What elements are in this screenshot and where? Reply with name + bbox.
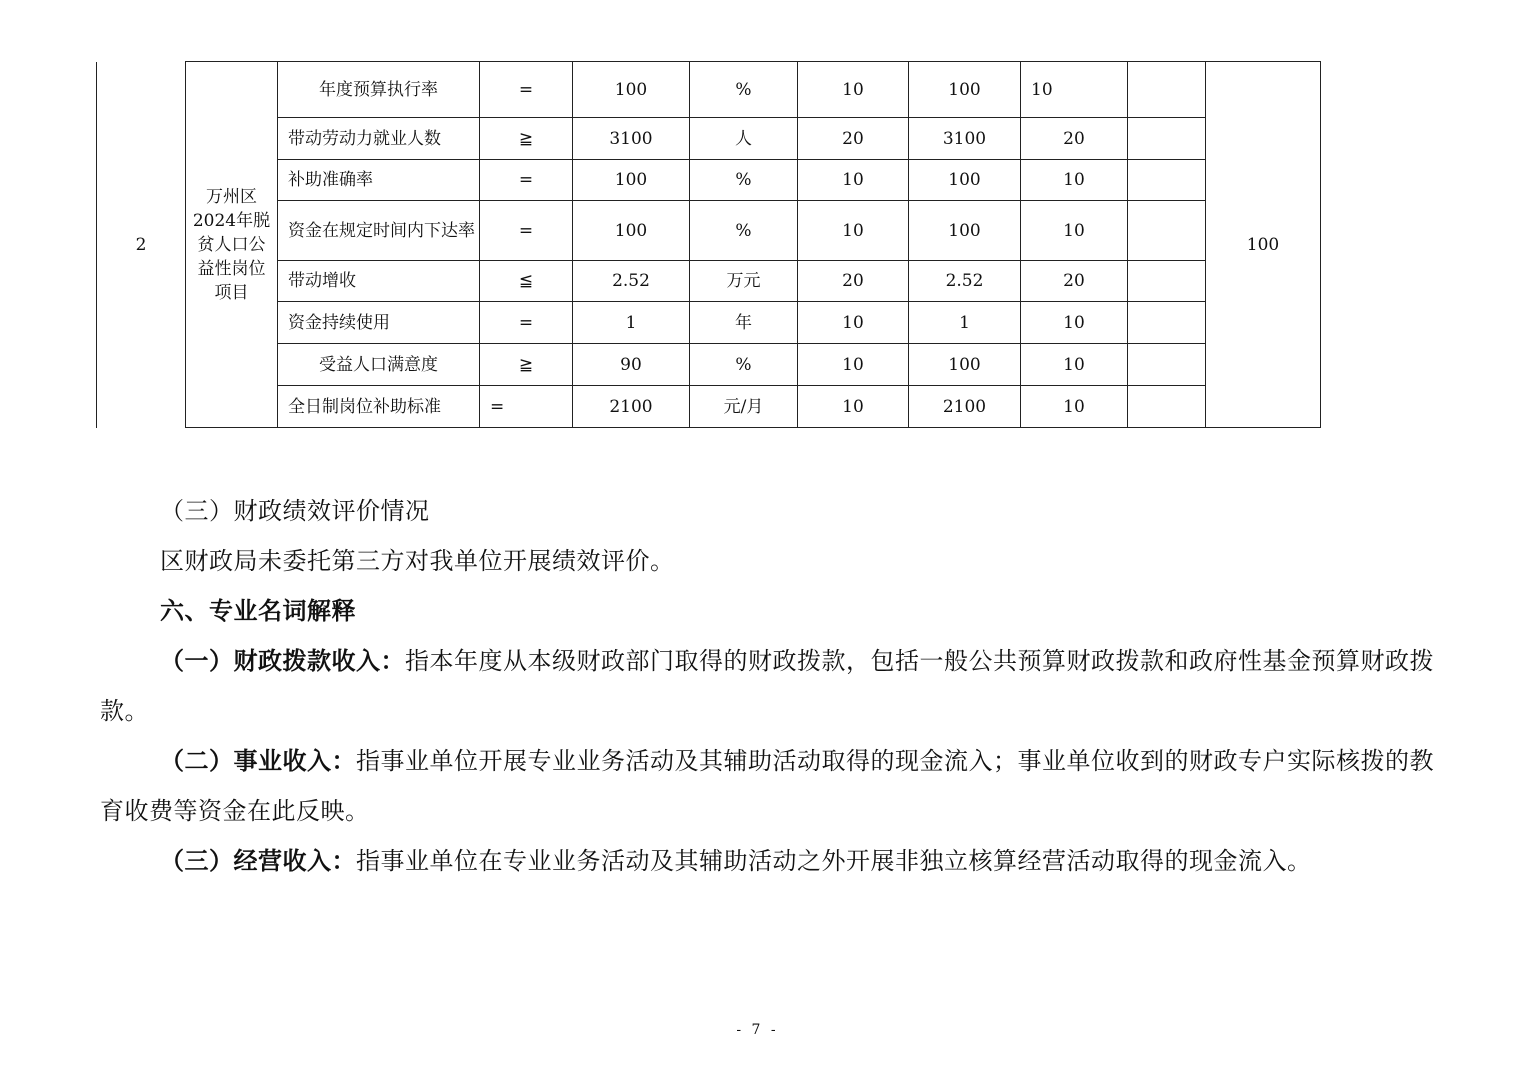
score-cell: 10 [1021, 302, 1128, 344]
score-cell: 10 [1021, 62, 1128, 118]
indicator-cell: 年度预算执行率 [278, 62, 480, 118]
weight-cell: 10 [798, 386, 909, 428]
term-definition: 指事业单位开展专业业务活动及其辅助活动取得的现金流入；事业单位收到的财政专户实际核拨的教育收费等资金在此反映。 [100, 747, 1434, 825]
remark-cell [1128, 62, 1206, 118]
operator-cell: ≧ [480, 118, 573, 160]
term-label: （三）经营收入： [160, 846, 356, 875]
operator-cell: = [480, 386, 573, 428]
eval-paragraph: 区财政局未委托第三方对我单位开展绩效评价。 [160, 547, 675, 575]
unit-cell: % [690, 62, 798, 118]
score-cell: 10 [1021, 386, 1128, 428]
table-row [97, 62, 1321, 118]
weight-cell: 10 [798, 201, 909, 261]
weight-cell: 20 [798, 261, 909, 302]
target-cell: 1 [573, 302, 690, 344]
remark-cell [1128, 160, 1206, 201]
indicator-cell: 全日制岗位补助标准 [278, 386, 480, 428]
term-label: （二）事业收入： [160, 746, 356, 775]
actual-cell: 100 [909, 344, 1021, 386]
unit-cell: 元/月 [690, 386, 798, 428]
weight-cell: 10 [798, 344, 909, 386]
score-cell: 10 [1021, 344, 1128, 386]
operator-cell: = [480, 302, 573, 344]
indicator-cell: 资金持续使用 [278, 302, 480, 344]
target-cell: 2.52 [573, 261, 690, 302]
target-cell: 100 [573, 201, 690, 261]
term-paragraph [100, 736, 1456, 836]
score-cell: 20 [1021, 118, 1128, 160]
weight-cell: 20 [798, 118, 909, 160]
unit-cell: % [690, 201, 798, 261]
operator-cell: = [480, 62, 573, 118]
table-row [97, 302, 1321, 344]
section-6-heading: 六、专业名词解释 [160, 596, 356, 625]
indicator-cell: 资金在规定时间内下达率 [278, 201, 480, 261]
target-cell: 100 [573, 62, 690, 118]
target-cell: 100 [573, 160, 690, 201]
actual-cell: 100 [909, 201, 1021, 261]
target-cell: 90 [573, 344, 690, 386]
weight-cell: 10 [798, 302, 909, 344]
score-cell: 10 [1021, 160, 1128, 201]
remark-cell [1128, 344, 1206, 386]
actual-cell: 3100 [909, 118, 1021, 160]
term-label: （一）财政拨款收入： [160, 646, 405, 675]
table-row [97, 386, 1321, 428]
performance-table [96, 61, 1321, 428]
operator-cell: = [480, 201, 573, 261]
remark-cell [1128, 386, 1206, 428]
operator-cell: ≦ [480, 261, 573, 302]
unit-cell: % [690, 160, 798, 201]
operator-cell: ≧ [480, 344, 573, 386]
body-text [100, 486, 1456, 886]
actual-cell: 2.52 [909, 261, 1021, 302]
indicator-cell: 带动劳动力就业人数 [278, 118, 480, 160]
remark-cell [1128, 261, 1206, 302]
page-number: - 7 - [736, 1022, 779, 1038]
actual-cell: 2100 [909, 386, 1021, 428]
remark-cell [1128, 201, 1206, 261]
project-name-cell: 万州区2024年脱贫人口公益性岗位项目 [186, 62, 278, 428]
target-cell: 3100 [573, 118, 690, 160]
score-cell: 20 [1021, 261, 1128, 302]
indicator-cell: 受益人口满意度 [278, 344, 480, 386]
unit-cell: 万元 [690, 261, 798, 302]
term-paragraph [100, 836, 1456, 886]
table-row [97, 160, 1321, 201]
unit-cell: 人 [690, 118, 798, 160]
operator-cell: = [480, 160, 573, 201]
actual-cell: 100 [909, 62, 1021, 118]
table-row [97, 344, 1321, 386]
score-cell: 10 [1021, 201, 1128, 261]
seq-cell: 2 [97, 62, 186, 428]
eval-heading: （三）财政绩效评价情况 [160, 497, 430, 525]
remark-cell [1128, 302, 1206, 344]
unit-cell: % [690, 344, 798, 386]
table-row [97, 118, 1321, 160]
actual-cell: 1 [909, 302, 1021, 344]
target-cell: 2100 [573, 386, 690, 428]
table-row [97, 261, 1321, 302]
total-score-cell: 100 [1206, 62, 1321, 428]
term-definition: 指事业单位在专业业务活动及其辅助活动之外开展非独立核算经营活动取得的现金流入。 [356, 847, 1312, 875]
indicator-cell: 带动增收 [278, 261, 480, 302]
actual-cell: 100 [909, 160, 1021, 201]
indicator-cell: 补助准确率 [278, 160, 480, 201]
term-paragraph [100, 636, 1456, 736]
remark-cell [1128, 118, 1206, 160]
table-row [97, 201, 1321, 261]
weight-cell: 10 [798, 62, 909, 118]
term-definition: 指本年度从本级财政部门取得的财政拨款，包括一般公共预算财政拨款和政府性基金预算财政拨款。 [100, 647, 1434, 725]
weight-cell: 10 [798, 160, 909, 201]
unit-cell: 年 [690, 302, 798, 344]
